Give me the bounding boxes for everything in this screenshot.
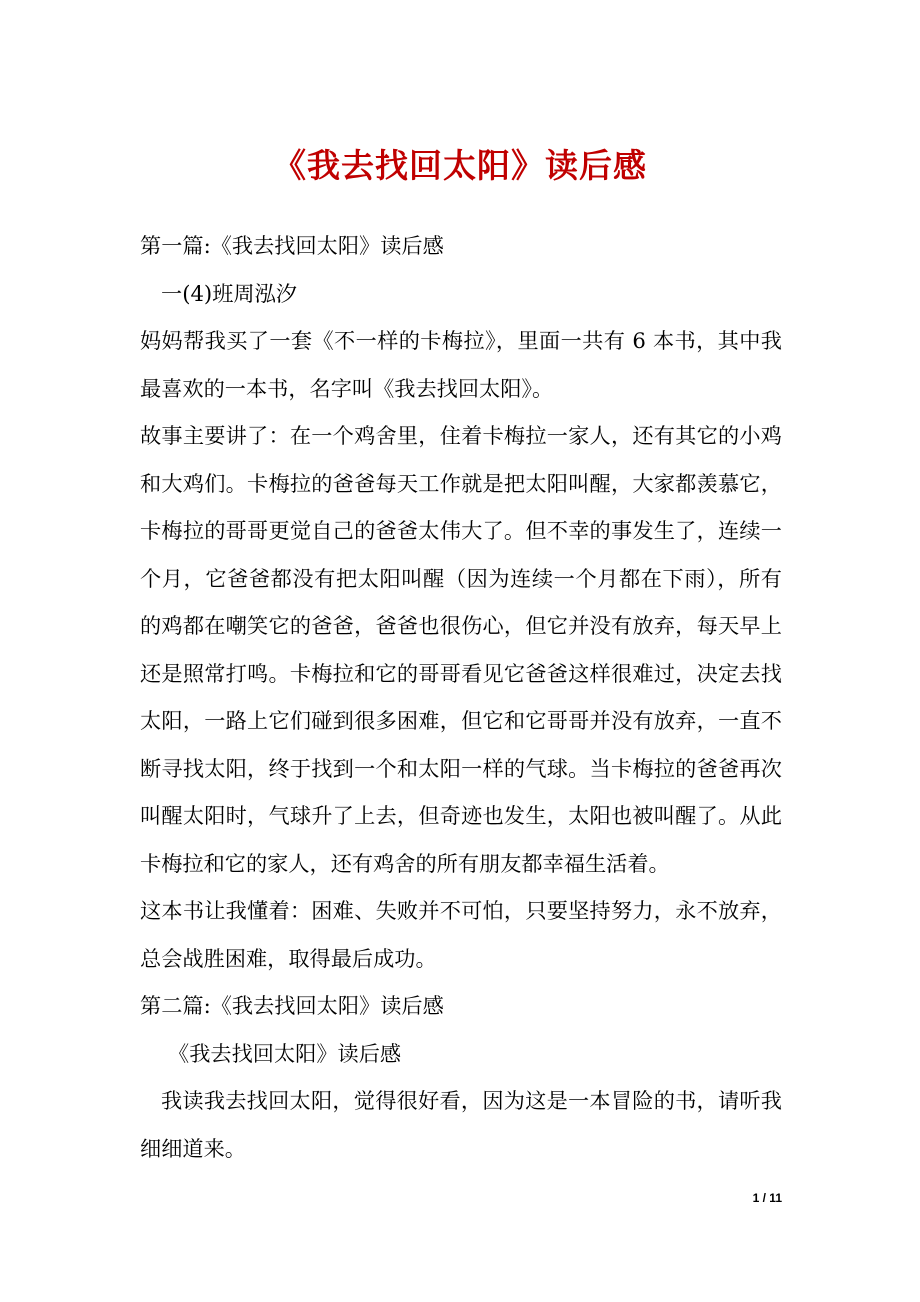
author-line: 一(4)班周泓汐 — [161, 280, 297, 306]
subtitle-line: 《我去找回太阳》读后感 — [168, 1040, 402, 1066]
page-number: 1 / 11 — [752, 1191, 782, 1205]
document-body — [140, 222, 782, 1172]
document-title: 《我去找回太阳》读后感 — [273, 146, 647, 185]
section-heading-2: 第二篇:《我去找回太阳》读后感 — [140, 993, 444, 1018]
paragraph-story: 故事主要讲了：在一个鸡舍里，住着卡梅拉一家人，还有其它的小鸡和大鸡们。卡梅拉的爸爸每天工作就是把太阳叫醒，大家都羡慕它，卡梅拉的哥哥更觉自己的爸爸太伟大了。但不幸的事发生了，连续一个月，它爸爸都没有把太阳叫醒（因为连续一个月都在下雨），所有的鸡都在嘲笑它的爸爸，爸爸也很伤心，但它并没有放弃，每天早上还是照常打鸣。卡梅拉和它的哥哥看见它爸爸这样很难过，决定去找太阳，一路上它们碰到很多困难，但它和它哥哥并没有放弃，一直不断寻找太阳，终于找到一个和太阳一样的气球。当卡梅拉的爸爸再次叫醒太阳时，气球升了上去，但奇迹也发生，太阳也被叫醒了。从此卡梅拉和它的家人，还有鸡舍的所有朋友都幸福生活着。 — [140, 423, 782, 876]
paragraph-intro: 妈妈帮我买了一套《不一样的卡梅拉》，里面一共有 6 本书，其中我最喜欢的一本书，名字叫《我去找回太阳》。 — [140, 328, 782, 401]
paragraph-lesson: 这本书让我懂着：困难、失败并不可怕，只要坚持努力，永不放弃，总会战胜困难，取得最后成功。 — [140, 898, 782, 971]
paragraph-second-intro: 我读我去找回太阳，觉得很好看，因为这是一本冒险的书，请听我细细道来。 — [140, 1088, 782, 1161]
section-heading-1: 第一篇:《我去找回太阳》读后感 — [140, 233, 444, 258]
